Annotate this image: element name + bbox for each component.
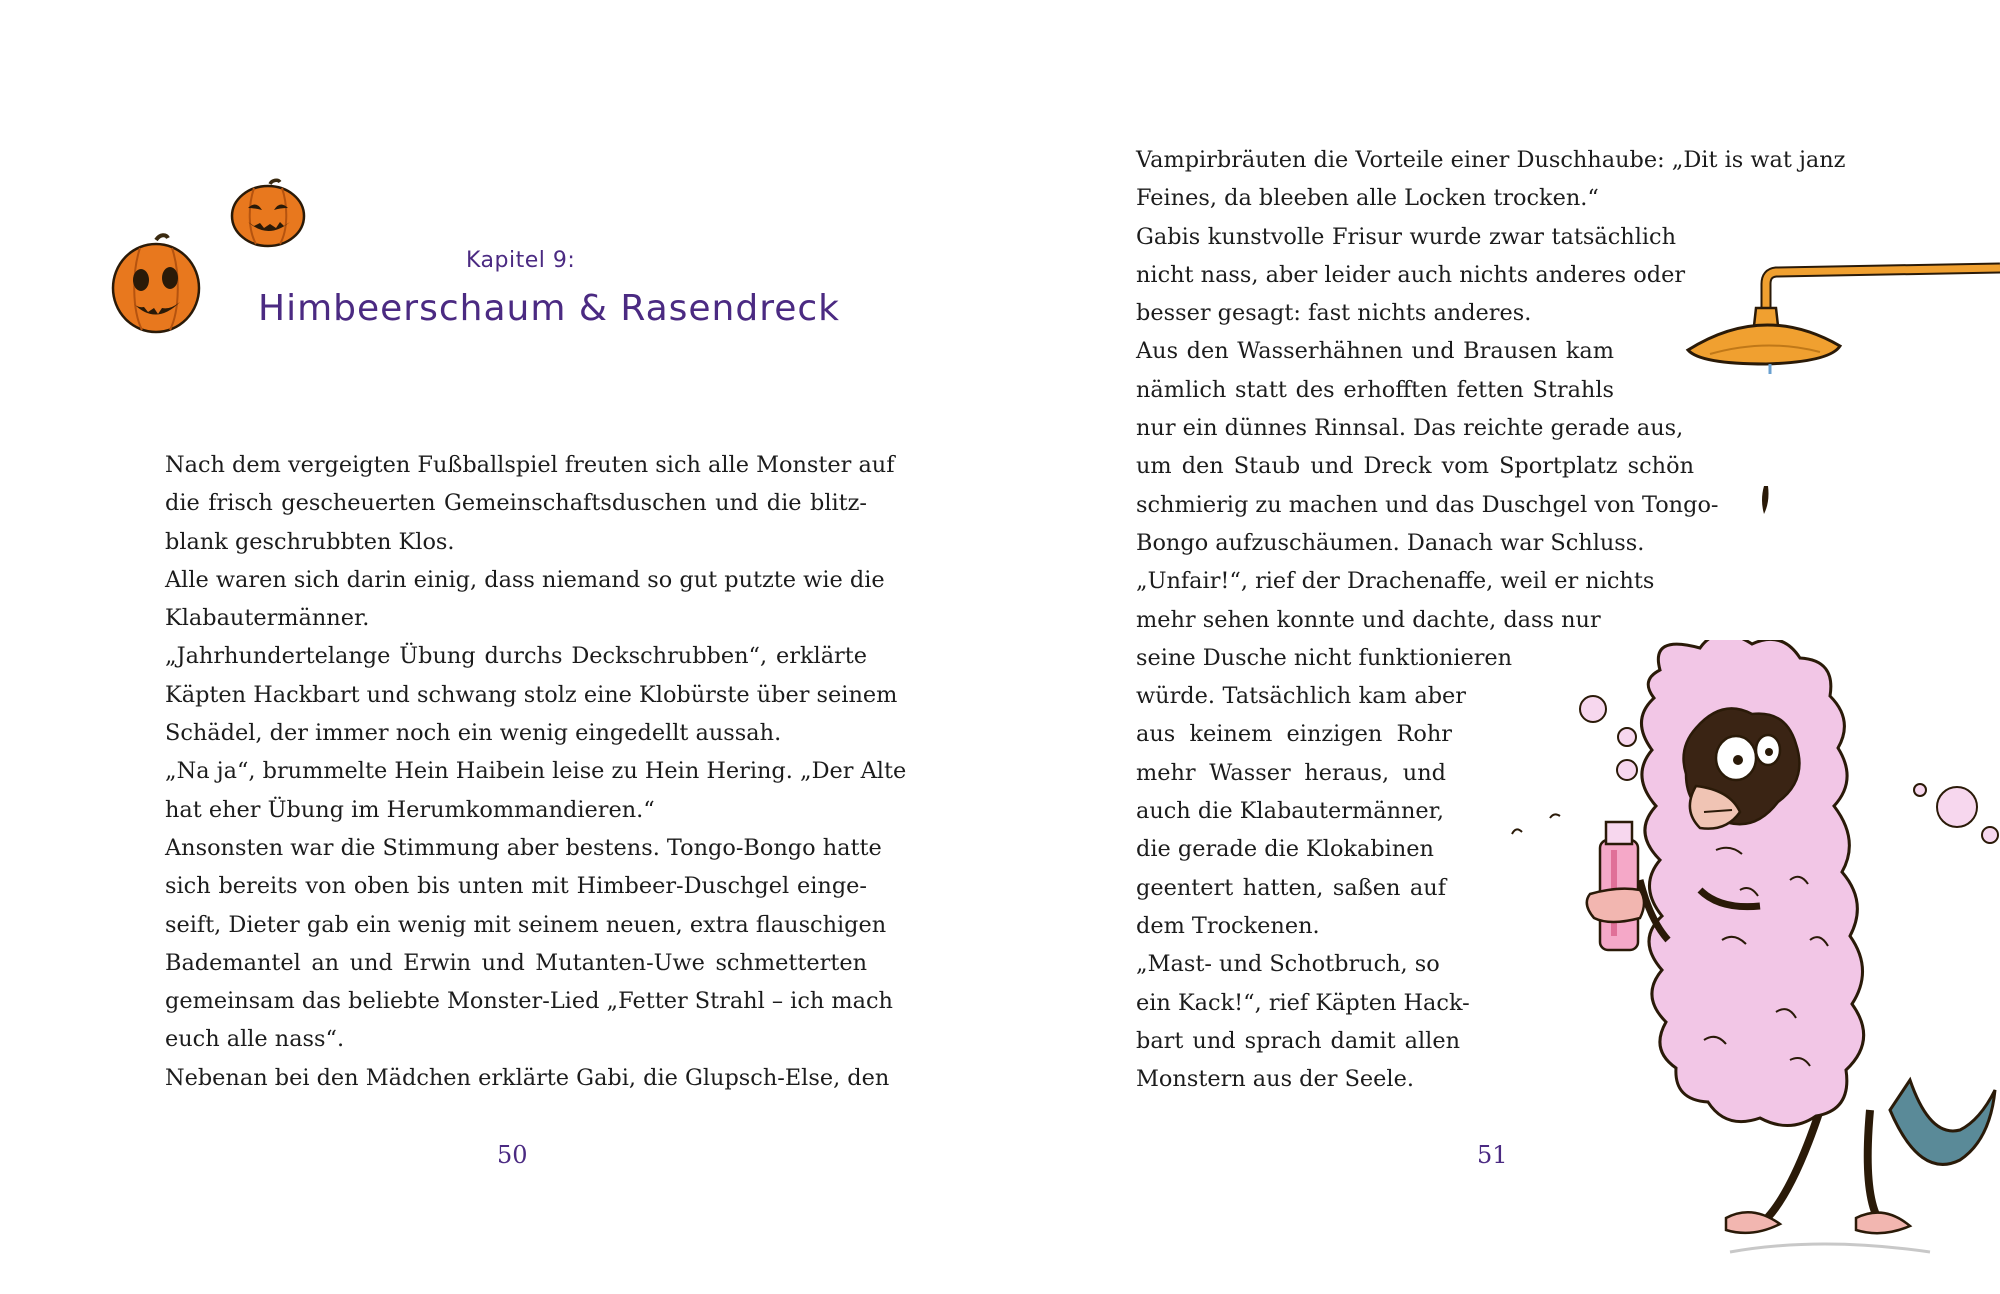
text-line: um den Staub und Dreck vom Sportplatz schön bbox=[1136, 453, 1694, 480]
text-line: Alle waren sich darin einig, dass niemand so gut putzte wie die bbox=[165, 566, 885, 593]
text-line: seine Dusche nicht funktionieren bbox=[1136, 644, 1513, 671]
text-line: blank geschrubbten Klos. bbox=[165, 528, 455, 555]
text-line: die gerade die Klokabinen bbox=[1136, 836, 1434, 863]
text-line: schmierig zu machen und das Duschgel von Tongo- bbox=[1136, 491, 1719, 518]
text-line: besser gesagt: fast nichts anderes. bbox=[1136, 300, 1532, 327]
pumpkin-icon bbox=[230, 178, 306, 248]
text-line: Käpten Hackbart und schwang stolz eine Klobürste über seinem bbox=[165, 681, 898, 708]
text-line: Gabis kunstvolle Frisur wurde zwar tatsächlich bbox=[1136, 223, 1676, 250]
text-line: dem Trockenen. bbox=[1136, 912, 1320, 939]
page-number-left: 50 bbox=[497, 1141, 528, 1169]
text-line: Schädel, der immer noch ein wenig eingedellt aussah. bbox=[165, 720, 782, 747]
shower-head-illustration bbox=[1680, 262, 2000, 532]
text-line: würde. Tatsächlich kam aber bbox=[1136, 683, 1466, 710]
text-line: „Unfair!“, rief der Drachenaffe, weil er nichts bbox=[1136, 568, 1655, 595]
text-line: hat eher Übung im Herumkommandieren.“ bbox=[165, 796, 655, 823]
text-line: aus keinem einzigen Rohr bbox=[1136, 721, 1452, 748]
text-line: nicht nass, aber leider auch nichts anderes oder bbox=[1136, 261, 1686, 288]
text-line: sich bereits von oben bis unten mit Himbeer-Duschgel einge- bbox=[165, 873, 867, 900]
foam-monster-illustration bbox=[1490, 640, 2000, 1255]
left-page-text bbox=[165, 446, 907, 1097]
text-line: Nach dem vergeigten Fußballspiel freuten sich alle Monster auf bbox=[165, 452, 895, 478]
page-number-right: 51 bbox=[1477, 1141, 1508, 1169]
text-line: „Jahrhundertelange Übung durchs Deckschrubben“, erklärte bbox=[165, 643, 867, 670]
text-line: Bademantel an und Erwin und Mutanten-Uwe schmetterten bbox=[165, 949, 867, 976]
chapter-title: Himbeerschaum & Rasendreck bbox=[258, 288, 841, 329]
text-line: Monstern aus der Seele. bbox=[1136, 1066, 1414, 1093]
text-line: Aus den Wasserhähnen und Brausen kam bbox=[1136, 338, 1614, 365]
text-line: Feines, da bleeben alle Locken trocken.“ bbox=[1136, 185, 1599, 212]
text-line: ein Kack!“, rief Käpten Hack- bbox=[1136, 989, 1470, 1016]
text-line: Nebenan bei den Mädchen erklärte Gabi, die Glupsch-Else, den bbox=[165, 1064, 890, 1091]
text-line: Vampirbräuten die Vorteile einer Duschhaube: „Dit is wat janz bbox=[1136, 147, 1846, 173]
text-line: „Na ja“, brummelte Hein Haibein leise zu Hein Hering. „Der Alte bbox=[165, 758, 907, 785]
text-line: auch die Klabautermänner, bbox=[1136, 798, 1445, 825]
text-line: Bongo aufzuschäumen. Danach war Schluss. bbox=[1136, 529, 1645, 556]
text-line: geentert hatten, saßen auf bbox=[1136, 874, 1446, 901]
text-line: die frisch gescheuerten Gemeinschaftsduschen und die blitz- bbox=[165, 490, 867, 517]
text-line: nämlich statt des erhofften fetten Strahls bbox=[1136, 376, 1614, 403]
text-line: seift, Dieter gab ein wenig mit seinem neuen, extra flauschigen bbox=[165, 911, 887, 938]
text-line: „Mast- und Schotbruch, so bbox=[1136, 951, 1440, 978]
text-line: nur ein dünnes Rinnsal. Das reichte gerade aus, bbox=[1136, 415, 1684, 442]
text-line: mehr sehen konnte und dachte, dass nur bbox=[1136, 606, 1601, 633]
text-line: mehr Wasser heraus, und bbox=[1136, 759, 1446, 786]
text-line: gemeinsam das beliebte Monster-Lied „Fetter Strahl – ich mach bbox=[165, 988, 893, 1015]
text-line: Klabautermänner. bbox=[165, 605, 370, 632]
text-line: bart und sprach damit allen bbox=[1136, 1027, 1460, 1054]
text-line: Ansonsten war die Stimmung aber bestens. Tongo-Bongo hatte bbox=[165, 834, 882, 861]
pumpkin-icon bbox=[110, 232, 202, 334]
text-line: euch alle nass“. bbox=[165, 1026, 345, 1053]
chapter-label: Kapitel 9: bbox=[466, 248, 576, 273]
